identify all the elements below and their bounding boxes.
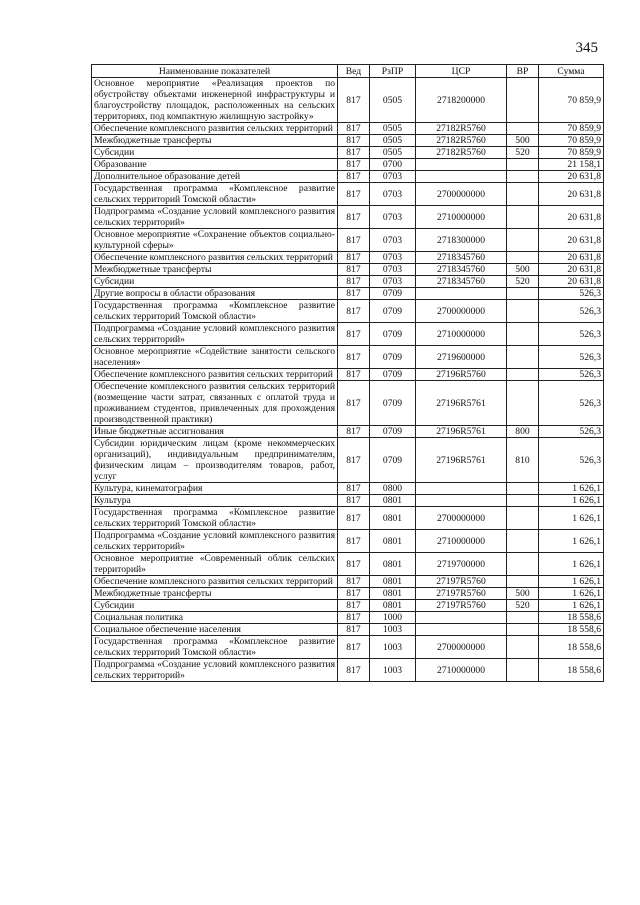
cell-sum: 18 558,6 <box>539 636 604 659</box>
cell-ved: 817 <box>338 346 370 369</box>
table-row <box>92 300 604 323</box>
cell-vr: 500 <box>507 588 539 600</box>
cell-sum: 70 859,9 <box>539 123 604 135</box>
cell-sum: 526,3 <box>539 323 604 346</box>
cell-vr <box>507 530 539 553</box>
cell-vr: 810 <box>507 438 539 483</box>
header-ved: Вед <box>338 65 370 78</box>
cell-csr: 27196R5761 <box>416 381 507 426</box>
cell-csr: 27196R5761 <box>416 438 507 483</box>
table-body <box>92 78 604 682</box>
cell-rzpr: 1000 <box>370 612 416 624</box>
cell-name: Межбюджетные трансферты <box>92 135 338 147</box>
cell-rzpr: 0709 <box>370 300 416 323</box>
cell-vr <box>507 369 539 381</box>
cell-vr <box>507 553 539 576</box>
cell-ved: 817 <box>338 659 370 682</box>
cell-ved: 817 <box>338 600 370 612</box>
cell-rzpr: 1003 <box>370 636 416 659</box>
budget-table <box>91 64 604 682</box>
table-row <box>92 206 604 229</box>
cell-name: Межбюджетные трансферты <box>92 588 338 600</box>
cell-rzpr: 0709 <box>370 369 416 381</box>
table-row <box>92 346 604 369</box>
table-row <box>92 229 604 252</box>
cell-name: Другие вопросы в области образования <box>92 288 338 300</box>
cell-csr: 2718345760 <box>416 276 507 288</box>
cell-vr: 520 <box>507 276 539 288</box>
cell-csr: 2710000000 <box>416 323 507 346</box>
cell-rzpr: 0709 <box>370 438 416 483</box>
cell-rzpr: 0801 <box>370 600 416 612</box>
cell-name: Субсидии <box>92 276 338 288</box>
table-row <box>92 530 604 553</box>
cell-vr <box>507 159 539 171</box>
cell-rzpr: 0801 <box>370 530 416 553</box>
cell-vr: 800 <box>507 426 539 438</box>
table-row <box>92 288 604 300</box>
cell-name: Субсидии юридическим лицам (кроме некоммерческих организаций), индивидуальным предпринимателям, физическим лицам – производителям товаров, работ, услуг <box>92 438 338 483</box>
cell-rzpr: 0700 <box>370 159 416 171</box>
table-row <box>92 495 604 507</box>
cell-sum: 70 859,9 <box>539 135 604 147</box>
cell-name: Основное мероприятие «Современный облик сельских территорий» <box>92 553 338 576</box>
table-row <box>92 483 604 495</box>
cell-csr <box>416 159 507 171</box>
table-row <box>92 369 604 381</box>
cell-vr <box>507 288 539 300</box>
table-row <box>92 438 604 483</box>
cell-name: Основное мероприятие «Сохранение объектов социально-культурной сферы» <box>92 229 338 252</box>
cell-csr: 27197R5760 <box>416 588 507 600</box>
cell-csr: 2710000000 <box>416 659 507 682</box>
cell-ved: 817 <box>338 588 370 600</box>
table-row <box>92 636 604 659</box>
cell-name: Обеспечение комплексного развития сельских территорий <box>92 123 338 135</box>
cell-vr <box>507 123 539 135</box>
cell-sum: 1 626,1 <box>539 507 604 530</box>
cell-csr <box>416 288 507 300</box>
cell-vr: 500 <box>507 135 539 147</box>
cell-sum: 20 631,8 <box>539 206 604 229</box>
cell-ved: 817 <box>338 483 370 495</box>
table-row <box>92 576 604 588</box>
cell-sum: 526,3 <box>539 300 604 323</box>
cell-rzpr: 0703 <box>370 276 416 288</box>
cell-csr: 27182R5760 <box>416 147 507 159</box>
cell-sum: 1 626,1 <box>539 495 604 507</box>
cell-name: Государственная программа «Комплексное развитие сельских территорий Томской области» <box>92 183 338 206</box>
table-row <box>92 171 604 183</box>
cell-ved: 817 <box>338 135 370 147</box>
cell-sum: 526,3 <box>539 381 604 426</box>
cell-rzpr: 1003 <box>370 659 416 682</box>
cell-vr <box>507 624 539 636</box>
table-row <box>92 624 604 636</box>
cell-name: Образование <box>92 159 338 171</box>
table-row <box>92 123 604 135</box>
cell-sum: 20 631,8 <box>539 276 604 288</box>
cell-name: Социальная политика <box>92 612 338 624</box>
table-row <box>92 135 604 147</box>
cell-ved: 817 <box>338 553 370 576</box>
cell-ved: 817 <box>338 171 370 183</box>
table-row <box>92 323 604 346</box>
cell-vr <box>507 346 539 369</box>
cell-vr <box>507 252 539 264</box>
cell-name: Субсидии <box>92 600 338 612</box>
cell-vr: 500 <box>507 264 539 276</box>
cell-ved: 817 <box>338 123 370 135</box>
cell-rzpr: 0505 <box>370 123 416 135</box>
cell-vr: 520 <box>507 600 539 612</box>
cell-rzpr: 0709 <box>370 323 416 346</box>
cell-ved: 817 <box>338 369 370 381</box>
cell-rzpr: 0709 <box>370 288 416 300</box>
cell-name: Обеспечение комплексного развития сельских территорий <box>92 369 338 381</box>
cell-rzpr: 0703 <box>370 252 416 264</box>
cell-sum: 18 558,6 <box>539 659 604 682</box>
cell-ved: 817 <box>338 636 370 659</box>
cell-sum: 21 158,1 <box>539 159 604 171</box>
cell-csr <box>416 483 507 495</box>
cell-name: Культура, кинематография <box>92 483 338 495</box>
cell-name: Подпрограмма «Создание условий комплексного развития сельских территорий» <box>92 530 338 553</box>
cell-sum: 20 631,8 <box>539 183 604 206</box>
cell-csr: 2700000000 <box>416 636 507 659</box>
cell-csr: 2718345760 <box>416 264 507 276</box>
cell-csr: 2718345760 <box>416 252 507 264</box>
cell-ved: 817 <box>338 288 370 300</box>
cell-name: Социальное обеспечение населения <box>92 624 338 636</box>
table-row <box>92 600 604 612</box>
cell-csr: 2719600000 <box>416 346 507 369</box>
cell-sum: 1 626,1 <box>539 553 604 576</box>
cell-name: Субсидии <box>92 147 338 159</box>
cell-sum: 70 859,9 <box>539 147 604 159</box>
table-row <box>92 381 604 426</box>
cell-sum: 1 626,1 <box>539 530 604 553</box>
cell-csr: 27196R5760 <box>416 369 507 381</box>
cell-csr: 27196R5761 <box>416 426 507 438</box>
cell-ved: 817 <box>338 300 370 323</box>
cell-ved: 817 <box>338 206 370 229</box>
cell-sum: 20 631,8 <box>539 171 604 183</box>
cell-csr: 2719700000 <box>416 553 507 576</box>
cell-vr <box>507 300 539 323</box>
cell-ved: 817 <box>338 438 370 483</box>
cell-name: Обеспечение комплексного развития сельских территорий <box>92 576 338 588</box>
cell-ved: 817 <box>338 530 370 553</box>
cell-name: Государственная программа «Комплексное развитие сельских территорий Томской области» <box>92 507 338 530</box>
cell-rzpr: 0801 <box>370 507 416 530</box>
cell-sum: 20 631,8 <box>539 264 604 276</box>
cell-sum: 526,3 <box>539 346 604 369</box>
cell-ved: 817 <box>338 229 370 252</box>
table-row <box>92 659 604 682</box>
cell-csr: 2710000000 <box>416 530 507 553</box>
cell-ved: 817 <box>338 426 370 438</box>
cell-csr: 2718200000 <box>416 78 507 123</box>
page-number: 345 <box>575 40 598 56</box>
cell-vr <box>507 171 539 183</box>
cell-rzpr: 0703 <box>370 229 416 252</box>
cell-vr <box>507 323 539 346</box>
cell-csr: 27182R5760 <box>416 123 507 135</box>
cell-vr <box>507 229 539 252</box>
cell-name: Межбюджетные трансферты <box>92 264 338 276</box>
cell-csr: 2700000000 <box>416 507 507 530</box>
cell-rzpr: 0703 <box>370 183 416 206</box>
table-row <box>92 612 604 624</box>
cell-ved: 817 <box>338 159 370 171</box>
cell-rzpr: 0801 <box>370 495 416 507</box>
cell-sum: 1 626,1 <box>539 600 604 612</box>
cell-rzpr: 1003 <box>370 624 416 636</box>
cell-csr: 27197R5760 <box>416 576 507 588</box>
cell-ved: 817 <box>338 507 370 530</box>
cell-vr <box>507 659 539 682</box>
cell-csr <box>416 495 507 507</box>
header-rzpr: РзПР <box>370 65 416 78</box>
cell-sum: 20 631,8 <box>539 229 604 252</box>
cell-ved: 817 <box>338 495 370 507</box>
cell-rzpr: 0801 <box>370 576 416 588</box>
cell-sum: 526,3 <box>539 288 604 300</box>
cell-ved: 817 <box>338 183 370 206</box>
cell-csr: 2718300000 <box>416 229 507 252</box>
cell-csr: 2700000000 <box>416 300 507 323</box>
cell-name: Обеспечение комплексного развития сельских территорий <box>92 252 338 264</box>
cell-name: Основное мероприятие «Реализация проектов по обустройству объектами инженерной инфраструктуры и благоустройству площадок, расположенных на сельских территориях, под компактную жилищную застройку» <box>92 78 338 123</box>
table-row <box>92 507 604 530</box>
table-row <box>92 252 604 264</box>
cell-name: Подпрограмма «Создание условий комплексного развития сельских территорий» <box>92 659 338 682</box>
table-row <box>92 183 604 206</box>
cell-ved: 817 <box>338 252 370 264</box>
table-row <box>92 588 604 600</box>
cell-sum: 526,3 <box>539 369 604 381</box>
cell-ved: 817 <box>338 276 370 288</box>
cell-sum: 526,3 <box>539 438 604 483</box>
cell-vr <box>507 612 539 624</box>
header-csr: ЦСР <box>416 65 507 78</box>
cell-rzpr: 0709 <box>370 346 416 369</box>
cell-csr: 2710000000 <box>416 206 507 229</box>
cell-rzpr: 0703 <box>370 264 416 276</box>
cell-csr: 27197R5760 <box>416 600 507 612</box>
header-vr: ВР <box>507 65 539 78</box>
cell-vr: 520 <box>507 147 539 159</box>
cell-name: Основное мероприятие «Содействие занятости сельского населения» <box>92 346 338 369</box>
cell-vr <box>507 576 539 588</box>
cell-name: Государственная программа «Комплексное развитие сельских территорий Томской области» <box>92 300 338 323</box>
cell-rzpr: 0505 <box>370 147 416 159</box>
cell-ved: 817 <box>338 624 370 636</box>
table-row <box>92 159 604 171</box>
cell-vr <box>507 636 539 659</box>
cell-vr <box>507 206 539 229</box>
cell-name: Подпрограмма «Создание условий комплексного развития сельских территорий» <box>92 323 338 346</box>
cell-rzpr: 0801 <box>370 588 416 600</box>
cell-name: Подпрограмма «Создание условий комплексного развития сельских территорий» <box>92 206 338 229</box>
cell-sum: 18 558,6 <box>539 624 604 636</box>
cell-rzpr: 0709 <box>370 426 416 438</box>
cell-vr <box>507 507 539 530</box>
table-row <box>92 426 604 438</box>
cell-ved: 817 <box>338 78 370 123</box>
header-sum: Сумма <box>539 65 604 78</box>
cell-name: Государственная программа «Комплексное развитие сельских территорий Томской области» <box>92 636 338 659</box>
cell-vr <box>507 183 539 206</box>
cell-vr <box>507 381 539 426</box>
cell-sum: 1 626,1 <box>539 588 604 600</box>
cell-rzpr: 0505 <box>370 78 416 123</box>
cell-csr <box>416 171 507 183</box>
cell-name: Культура <box>92 495 338 507</box>
cell-ved: 817 <box>338 147 370 159</box>
table-row <box>92 147 604 159</box>
cell-rzpr: 0703 <box>370 206 416 229</box>
table-header-row <box>92 65 604 78</box>
cell-sum: 70 859,9 <box>539 78 604 123</box>
cell-rzpr: 0800 <box>370 483 416 495</box>
cell-sum: 20 631,8 <box>539 252 604 264</box>
cell-rzpr: 0709 <box>370 381 416 426</box>
cell-ved: 817 <box>338 612 370 624</box>
header-name: Наименование показателей <box>92 65 338 78</box>
cell-sum: 1 626,1 <box>539 576 604 588</box>
table-row <box>92 264 604 276</box>
table-row <box>92 78 604 123</box>
cell-csr: 2700000000 <box>416 183 507 206</box>
cell-name: Обеспечение комплексного развития сельских территорий (возмещение части затрат, связанных с оплатой труда и проживанием студентов, привлеченных для прохождения производственной практики) <box>92 381 338 426</box>
cell-sum: 526,3 <box>539 426 604 438</box>
table-row <box>92 276 604 288</box>
cell-ved: 817 <box>338 323 370 346</box>
cell-vr <box>507 78 539 123</box>
cell-name: Дополнительное образование детей <box>92 171 338 183</box>
cell-rzpr: 0801 <box>370 553 416 576</box>
cell-ved: 817 <box>338 264 370 276</box>
cell-ved: 817 <box>338 576 370 588</box>
cell-csr <box>416 624 507 636</box>
cell-sum: 1 626,1 <box>539 483 604 495</box>
cell-vr <box>507 483 539 495</box>
cell-name: Иные бюджетные ассигнования <box>92 426 338 438</box>
cell-rzpr: 0703 <box>370 171 416 183</box>
cell-sum: 18 558,6 <box>539 612 604 624</box>
cell-csr <box>416 612 507 624</box>
cell-csr: 27182R5760 <box>416 135 507 147</box>
cell-ved: 817 <box>338 381 370 426</box>
cell-vr <box>507 495 539 507</box>
table-row <box>92 553 604 576</box>
cell-rzpr: 0505 <box>370 135 416 147</box>
